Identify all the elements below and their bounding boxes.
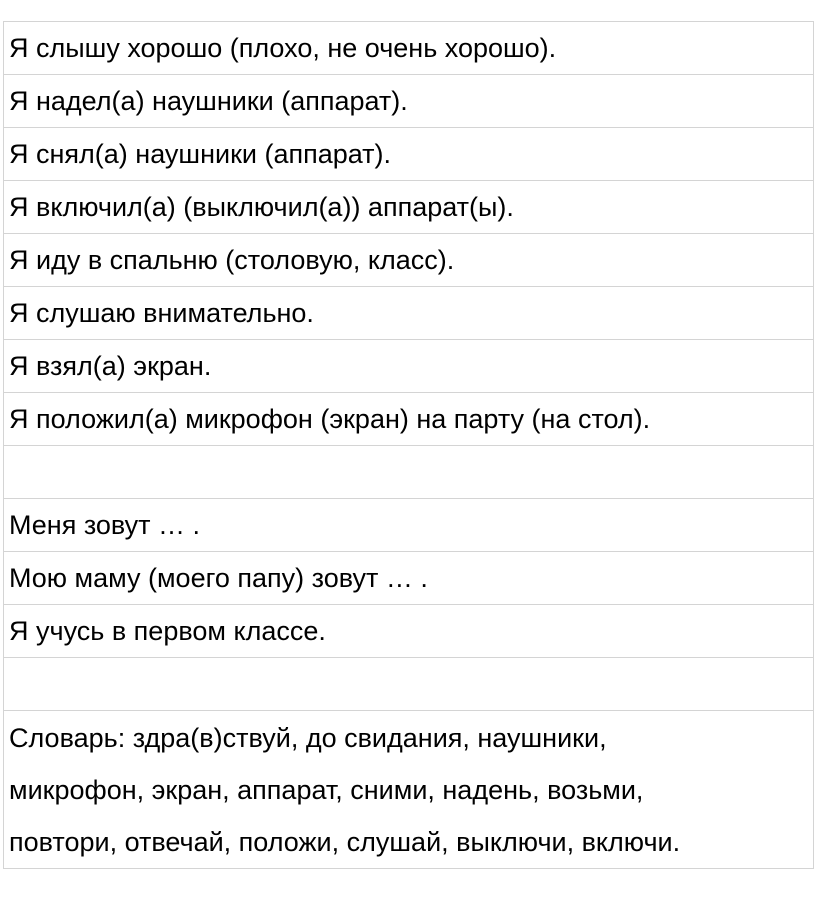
phrase-cell: Я слышу хорошо (плохо, не очень хорошо). (4, 22, 814, 75)
vocabulary-row (4, 711, 814, 869)
phrase-table (3, 21, 814, 869)
phrase-cell: Я взял(а) экран. (4, 340, 814, 393)
phrase-cell: Я надел(а) наушники (аппарат). (4, 75, 814, 128)
table-row-empty (4, 446, 814, 499)
table-row-empty (4, 658, 814, 711)
vocabulary-line: микрофон, экран, аппарат, сними, надень, возьми, (9, 774, 644, 805)
table-row (4, 393, 814, 446)
phrase-cell: Мою маму (моего папу) зовут … . (4, 552, 814, 605)
table-row (4, 499, 814, 552)
vocabulary-cell (4, 711, 814, 869)
table-row (4, 128, 814, 181)
phrase-cell: Я включил(а) (выключил(а)) аппарат(ы). (4, 181, 814, 234)
phrase-cell: Я иду в спальню (столовую, класс). (4, 234, 814, 287)
phrase-cell: Я слушаю внимательно. (4, 287, 814, 340)
phrase-cell: Меня зовут … . (4, 499, 814, 552)
table-row (4, 287, 814, 340)
phrase-cell: Я снял(а) наушники (аппарат). (4, 128, 814, 181)
vocabulary-line: Словарь: здра(в)ствуй, до свидания, наушники, (9, 722, 607, 753)
table-row (4, 340, 814, 393)
table-row (4, 181, 814, 234)
phrase-cell: Я учусь в первом классе. (4, 605, 814, 658)
empty-cell (4, 658, 814, 711)
table-row (4, 75, 814, 128)
table-row (4, 552, 814, 605)
table-row (4, 605, 814, 658)
empty-cell (4, 446, 814, 499)
vocabulary-line: повтори, отвечай, положи, слушай, выключи, включи. (9, 826, 681, 857)
table-row (4, 22, 814, 75)
table-row (4, 234, 814, 287)
phrase-cell: Я положил(а) микрофон (экран) на парту (на стол). (4, 393, 814, 446)
